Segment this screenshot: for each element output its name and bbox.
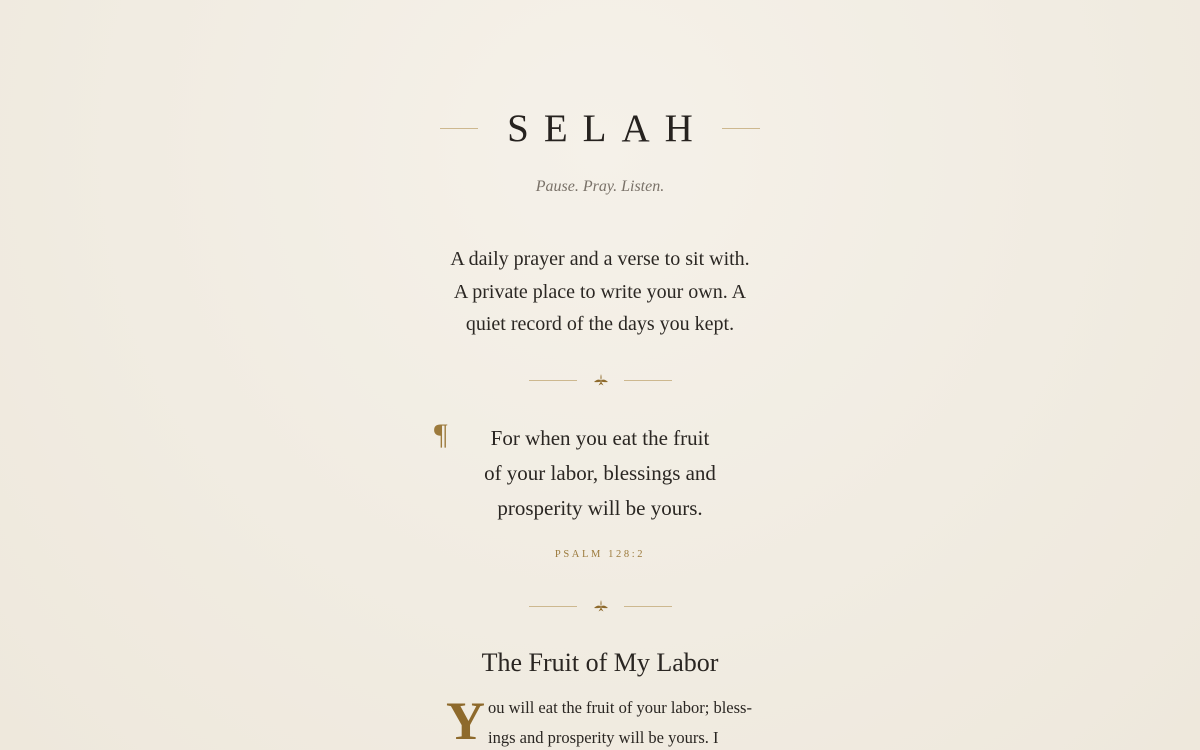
ornament-divider: [529, 371, 672, 391]
reflection-title: The Fruit of My Labor: [481, 648, 719, 677]
fleuron-icon: [593, 599, 609, 615]
masthead: [0, 104, 1200, 154]
pilcrow-mark: ¶: [434, 418, 448, 451]
fleuron-icon: [593, 373, 609, 389]
divider-rule-left: [529, 380, 577, 381]
intro-line: quiet record of the days you kept.: [465, 313, 735, 335]
verse-reference: PSALM 128:2: [554, 549, 646, 560]
ornament-divider: [529, 597, 672, 617]
reflection-line: ou will eat the fruit of your labor; bless-: [488, 698, 752, 717]
app-title: SELAH: [507, 107, 708, 150]
intro-line: A daily prayer and a verse to sit with.: [450, 248, 750, 270]
verse-line: of your labor, blessings and: [484, 461, 716, 485]
verse-line: prosperity will be yours.: [497, 496, 703, 520]
reflection-line: ings and prosperity will be yours. I: [488, 728, 719, 747]
title-rule-right: [722, 128, 760, 129]
divider-rule-right: [624, 606, 672, 607]
divider-rule-left: [529, 606, 577, 607]
daily-verse: [450, 421, 750, 526]
tagline: Pause. Pray. Listen.: [535, 178, 665, 195]
verse-line: For when you eat the fruit: [490, 426, 710, 450]
drop-cap: Y: [446, 691, 485, 750]
intro-text: [430, 243, 770, 341]
intro-line: A private place to write your own. A: [453, 280, 747, 303]
divider-rule-right: [624, 380, 672, 381]
